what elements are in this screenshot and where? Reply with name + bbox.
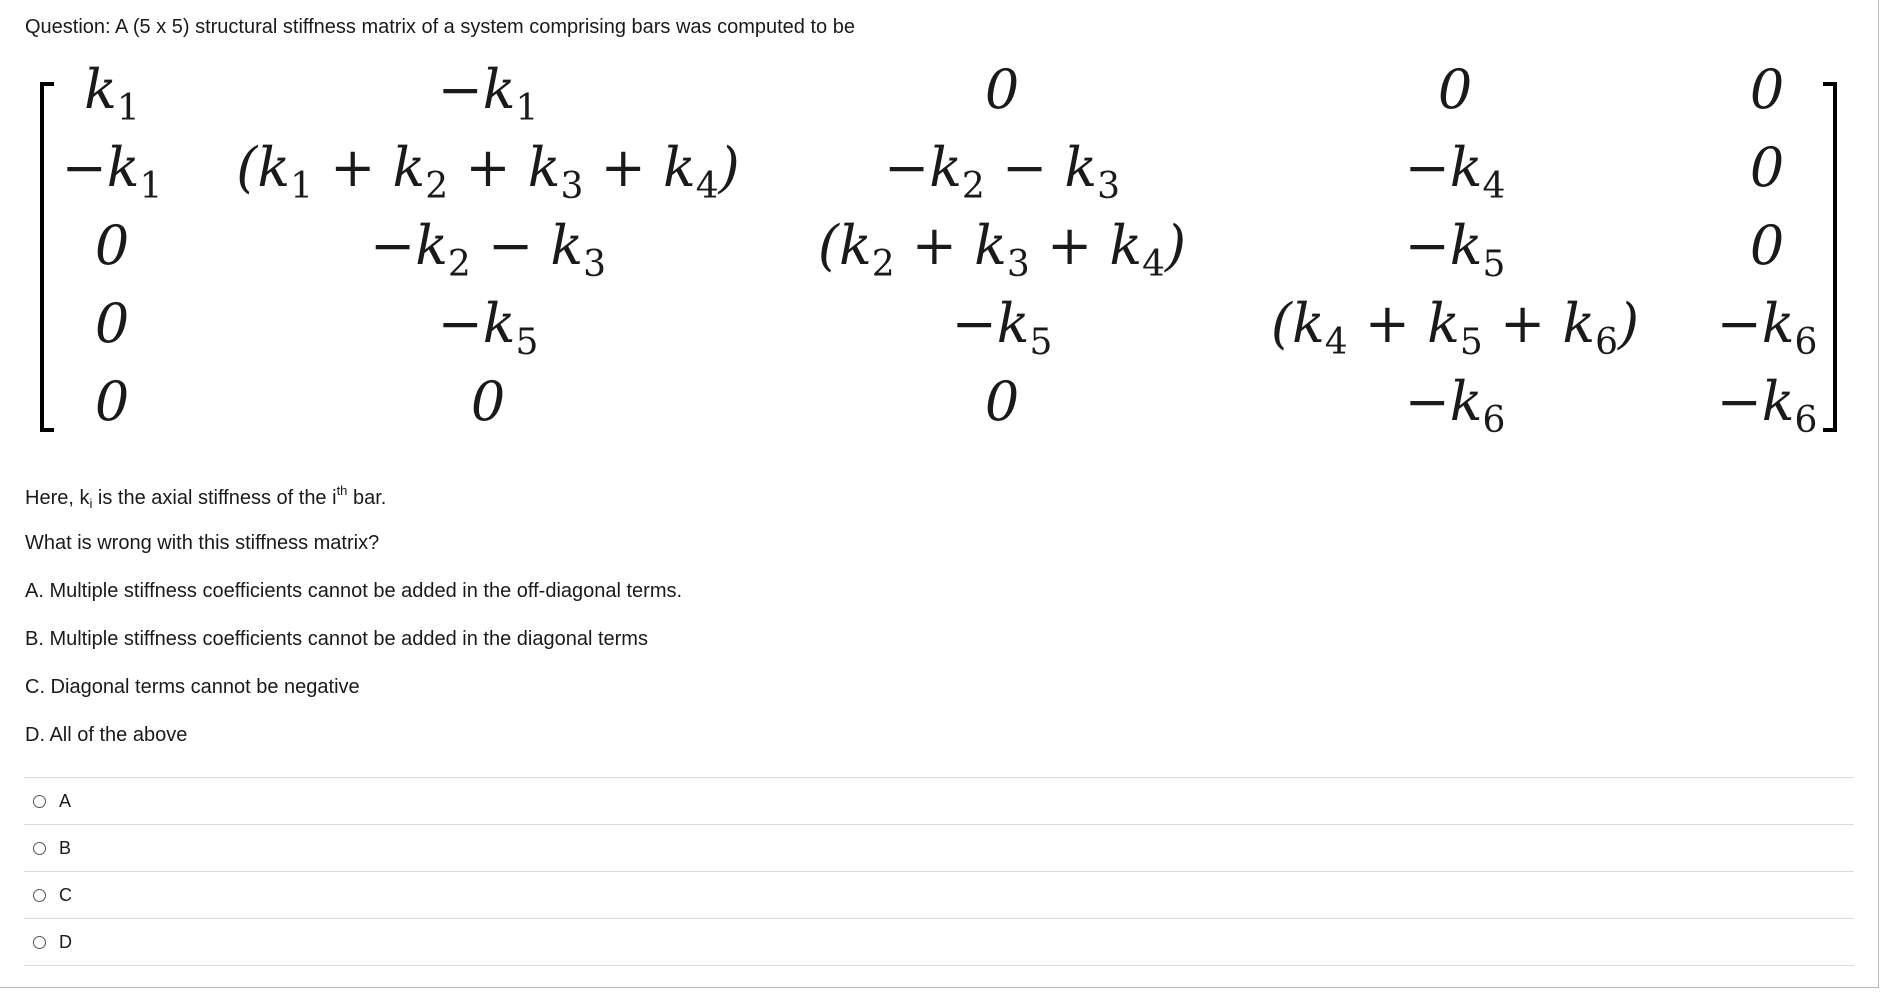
matrix-cell-r1-c5: 0 — [1749, 58, 1785, 121]
option-c-label: C — [59, 885, 72, 905]
matrix-cell-r1-c2: $-k_1$ — [437, 58, 539, 129]
matrix-cell-r4-c2: $-k_5$ — [437, 292, 539, 363]
radio-a[interactable] — [33, 795, 46, 808]
matrix-cell-r2-c4: $-k_4$ — [1404, 136, 1506, 207]
matrix-cell-r3-c2: $-k_2 - k_3$ — [369, 214, 607, 285]
question-prompt: Question: A (5 x 5) structural stiffness matrix of a system comprising bars was computed to be — [25, 16, 855, 38]
matrix-cell-r5-c1: 0 — [94, 370, 130, 433]
choice-text-c: C. Diagonal terms cannot be negative — [25, 676, 360, 698]
choice-text-b: B. Multiple stiffness coefficients cannot be added in the diagonal terms — [25, 628, 648, 650]
matrix-cell-r4-c5: $-k_6$ — [1716, 292, 1818, 363]
radio-b[interactable] — [33, 842, 46, 855]
matrix-cell-r3-c4: $-k_5$ — [1404, 214, 1506, 285]
matrix-cell-r3-c5: 0 — [1749, 214, 1785, 277]
matrix-cell-r5-c2: 0 — [470, 370, 506, 433]
radio-d[interactable] — [33, 936, 46, 949]
matrix-cell-r5-c4: $-k_6$ — [1404, 370, 1506, 441]
option-c[interactable] — [24, 872, 1854, 919]
matrix-cell-r2-c2: $(k_1 + k_2 + k_3 + k_4)$ — [236, 136, 740, 207]
matrix-cell-r2-c1: $-k_1$ — [61, 136, 163, 207]
choice-text-a: A. Multiple stiffness coefficients cannot be added in the off-diagonal terms. — [25, 580, 683, 602]
choice-text-d: D. All of the above — [25, 724, 188, 746]
option-d[interactable] — [24, 919, 1854, 966]
matrix-cell-r1-c1: $k_1$ — [84, 58, 140, 129]
matrix-cell-r5-c3: 0 — [984, 370, 1020, 433]
option-d-label: D — [59, 932, 72, 952]
matrix-cell-r2-c3: $-k_2 - k_3$ — [883, 136, 1121, 207]
stiffness-matrix — [36, 58, 1850, 441]
option-a-label: A — [59, 791, 72, 811]
stiffness-note: Here, $k_i$ is the axial stiffness of the $i^{th}$ bar. — [25, 483, 387, 511]
answer-options — [24, 777, 1854, 966]
matrix-left-bracket — [40, 82, 54, 432]
matrix-cell-r4-c4: $(k_4 + k_5 + k_6)$ — [1270, 292, 1640, 363]
matrix-cell-r5-c5: $-k_6$ — [1716, 370, 1818, 441]
matrix-cell-r4-c1: 0 — [94, 292, 130, 355]
matrix-cell-r2-c5: 0 — [1749, 136, 1785, 199]
option-b[interactable] — [24, 825, 1854, 872]
option-a[interactable] — [24, 778, 1854, 825]
matrix-cell-r1-c4: 0 — [1437, 58, 1473, 121]
matrix-right-bracket — [1823, 82, 1837, 432]
matrix-cell-r4-c3: $-k_5$ — [951, 292, 1053, 363]
matrix-cell-r3-c3: $(k_2 + k_3 + k_4)$ — [817, 214, 1187, 285]
matrix-cell-r1-c3: 0 — [984, 58, 1020, 121]
matrix-cell-r3-c1: 0 — [94, 214, 130, 277]
question-ask: What is wrong with this stiffness matrix? — [25, 532, 380, 554]
radio-c[interactable] — [33, 889, 46, 902]
option-b-label: B — [59, 838, 72, 858]
